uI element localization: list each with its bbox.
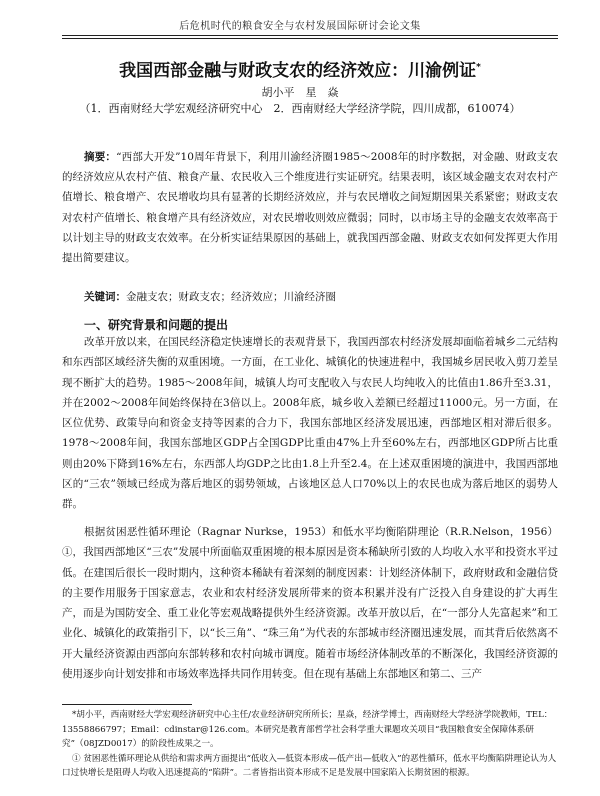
body-paragraph-1: 改革开放以来，在国民经济稳定快速增长的表观背景下，我国西部农村经济发展却面临着城乡二元结构和东西部区域经济失衡的双重困境。一方面，在工业化、城镇化的快速进程中，我国城乡居民收入剪刀差呈现不断扩大的趋势。1985～2008年间，城镇人均可支配收入与农民人均纯收入的比值由1.86升至3.31，并在2002～2008年间始终保持在3倍以上。2008年底，城乡收入差额已经超过11000元。另一方面，在区位优势、政策导向和资金支持等因素的合力下，我国东部地区经济发展迅速，西部地区相对滞后很多。1978～2008年间，我国东部地区GDP占全国GDP比重由47%上升至60%左右，西部地区GDP所占比重则由20%下降到16%左右，东西部人均GDP之比由1.8上升至2.4。在上述双重困境的演进中，我国西部地区的“三农”领域已经成为落后地区的弱势领域，占该地区总人口70%以上的农民也成为落后地区的弱势人群。 [62,336,558,511]
abstract-label: 摘要： [84,151,117,163]
header-rule-top [62,35,558,36]
footnote-theory: ① 贫困恶性循环理论从供给和需求两方面提出“低收入—低资本形成—低产出—低收入”的恶性循环，低水平均衡陷阱理论认为人口过快增长是阻碍人均收入迅速提高的“陷阱”。二者皆指出资本形成不足是发展中国家陷入长期贫困的根源。 [62,753,557,779]
footnotes [62,708,558,781]
header-rule-bottom [62,38,558,39]
body-paragraph-2: 根据贫困恶性循环理论（Ragnar Nurkse，1953）和低水平均衡陷阱理论（R.R.Nelson，1956）①，我国西部地区“三农”发展中所面临双重困境的根本原因是资本稀缺所引致的人均收入水平和投资水平过低。在建国后很长一段时期内，这种资本稀缺有着深刻的制度因素：计划经济体制下，政府财政和金融信贷的主要作用服务于国家意志，农业和农村经济发展所带来的资本积累并没有广泛投入自身建设的扩大再生产，而是为国防安全、重工业化等宏观战略提供外生经济资源。改革开放以后，在“一部分人先富起来”和工业化、城镇化的政策指引下，以“长三角”、“珠三角”为代表的东部城市经济圈迅速发展，而其背后依然离不开大量经济资源由西部向东部转移和农村向城市调度。随着市场经济体制改革的不断深化，我国经济资源的使用逐步向计划安排和市场效率选择共同作用转变。但在现有基础上东部地区和第二、三产 [62,526,558,681]
abstract-text: “西部大开发”10周年背景下，利用川渝经济圈1985～2008年的时序数据，对金融、财政支农的经济效应从农村产值、粮食产量、农民收入三个维度进行实证研究。结果表明，该区域金融支农对农村产值增长、粮食增产、农民增收均具有显著的长期经济效应，并与农民增收之间短期因果关系紧密；财政支农对农村产值增长、粮食增产具有经济效应，对农民增收则效应微弱；同时，以市场主导的金融支农效率高于以计划主导的财政支农效率。在分析实证结果原因的基础上，就我国西部金融、财政支农如何发挥更大作用提出简要建议。 [62,151,559,265]
paper-authors: 胡小平 星 焱 [261,86,339,99]
footnote-author-info: *胡小平，西南财经大学宏观经济研究中心主任/农业经济研究所所长；星焱，经济学博士，西南财经大学经济学院教师，TEL：13558866797；Email：cdinstar@126.com。本研究是教育部哲学社会科学重大课题攻关项目“我国粮食安全保障体系研究”（08JZD0017）的阶段性成果之一。 [62,710,553,750]
title-footnote-mark: * [476,62,481,73]
keywords [62,289,558,304]
keywords-text: 金融支农；财政支农；经济效应；川渝经济圈 [126,291,336,303]
paper-title-text: 我国西部金融与财政支农的经济效应：川渝例证 [119,61,477,81]
keywords-label: 关键词： [84,291,126,303]
paper-affiliation: （1．西南财经大学宏观经济研究中心 2．西南财经大学经济学院，四川成都，610074） [79,102,521,115]
paper-title [60,56,540,81]
running-header: 后危机时代的粮食安全与农村发展国际研讨会论文集 [179,21,421,32]
footnote-rule [62,704,192,705]
section-heading: 一、研究背景和问题的提出 [84,318,229,332]
abstract [62,147,558,268]
